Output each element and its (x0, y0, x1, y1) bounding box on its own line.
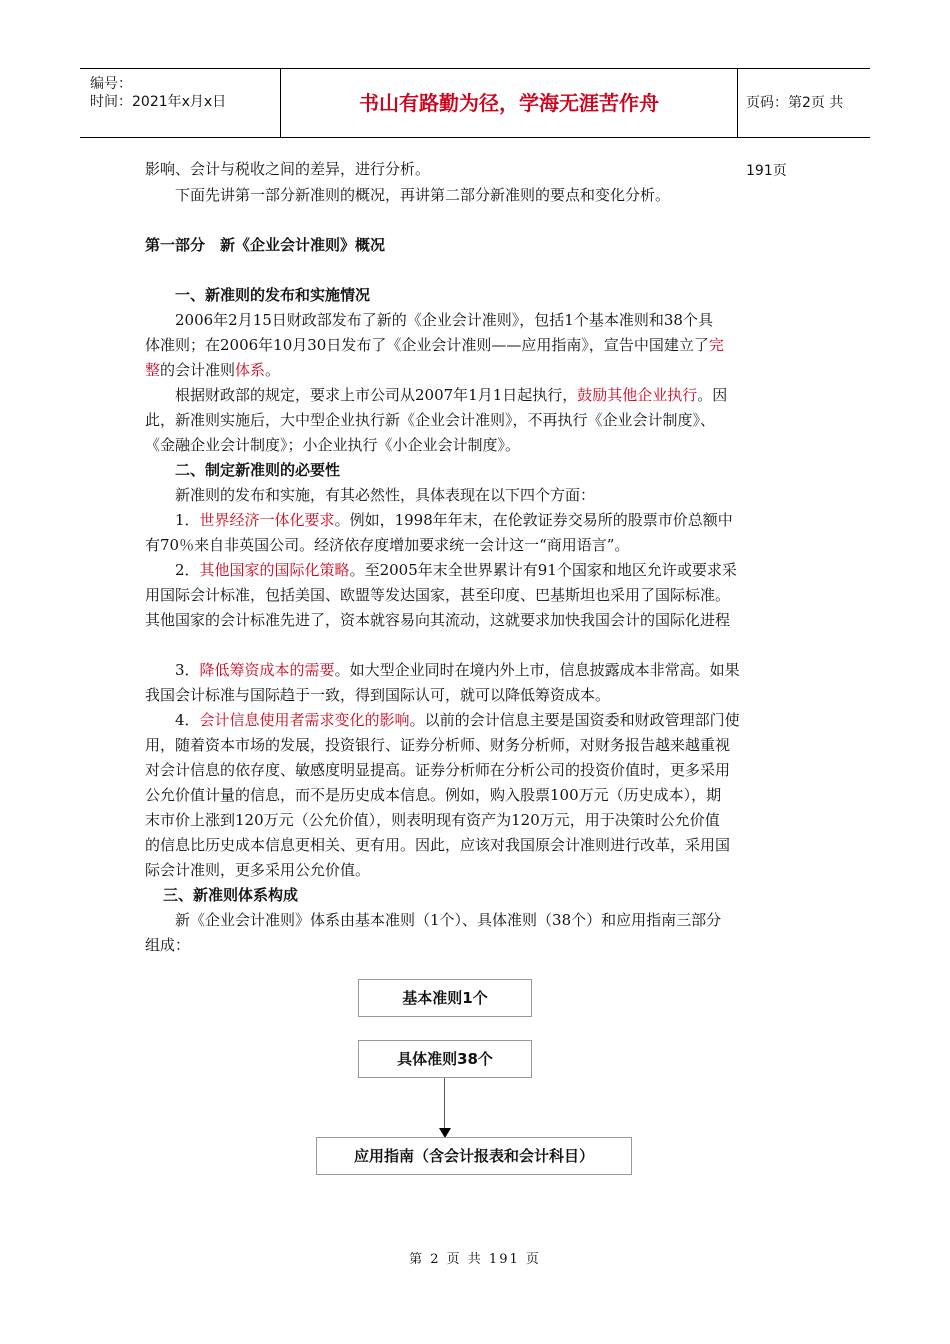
list-item: 3．降低筹资成本的需要。如大型企业同时在境内外上市，信息披露成本非常高。如果 (175, 661, 740, 679)
paragraph-line: 新准则的发布和实施，有其必然性，具体表现在以下四个方面： (175, 486, 596, 504)
highlight-text: 整 (145, 361, 161, 379)
paragraph-line: 对会计信息的依存度、敏感度明显提高。证券分析师在分析公司的投资价值时，更多采用 (145, 761, 731, 779)
section-heading-2: 二、制定新准则的必要性 (175, 461, 341, 479)
section-heading-1: 一、新准则的发布和实施情况 (175, 286, 371, 304)
paragraph-line: 有70％来自非英国公司。经济依存度增加要求统一会计这一“商用语言”。 (145, 536, 630, 554)
paragraph-line: 公允价值计量的信息，而不是历史成本信息。例如，购入股票100万元（历史成本），期 (145, 786, 722, 804)
header-number: 编号： (90, 76, 132, 92)
header-page-info: 页码：第2页 共191页 (746, 95, 844, 179)
highlight-text: 世界经济一体化要求 (199, 511, 335, 529)
paragraph-line: 用，随着资本市场的发展，投资银行、证券分析师、财务分析师，对财务报告越来越重视 (145, 736, 731, 754)
paragraph-line: 我国会计标准与国际趋于一致，得到国际认可，就可以降低筹资成本。 (145, 686, 611, 704)
paragraph-line: 根据财政部的规定，要求上市公司从2007年1月1日起执行，鼓励其他企业执行。因 (175, 386, 728, 404)
paragraph-line: 新《企业会计准则》体系由基本准则（1个）、具体准则（38个）和应用指南三部分 (175, 911, 722, 929)
diagram-box-specific-standards: 具体准则38个 (358, 1040, 532, 1078)
paragraph-line: 其他国家的会计标准先进了，资本就容易向其流动，这就要求加快我国会计的国际化进程 (145, 611, 731, 629)
diagram-box-application-guide: 应用指南（含会计报表和会计科目） (316, 1137, 632, 1175)
section-heading-3: 三、新准则体系构成 (163, 886, 299, 904)
list-item: 1．世界经济一体化要求。例如，1998年年末，在伦敦证券交易所的股票市价总额中 (175, 511, 733, 529)
header-meta (80, 69, 280, 137)
paragraph-line: 2006年2月15日财政部发布了新的《企业会计准则》，包括1个基本准则和38个具 (175, 311, 713, 329)
highlight-text: 降低筹资成本的需要 (199, 661, 335, 679)
highlight-text: 其他国家的国际化策略 (199, 561, 350, 579)
highlight-text: 体系 (235, 361, 266, 379)
paragraph-line: 下面先讲第一部分新准则的概况，再讲第二部分新准则的要点和变化分析。 (175, 186, 671, 204)
highlight-text: 会计信息使用者需求变化的影响 (199, 711, 410, 729)
paragraph-line: 整的会计准则体系。 (145, 361, 281, 379)
paragraph-line: 组成： (145, 936, 191, 954)
paragraph-line: 此，新准则实施后，大中型企业执行新《企业会计准则》，不再执行《企业会计制度》、 (145, 411, 716, 429)
highlight-text: 鼓励其他企业执行 (577, 386, 698, 404)
paragraph-line: 末市价上涨到120万元（公允价值），则表明现有资产为120万元，用于决策时公允价值 (145, 811, 720, 829)
diagram-box-basic-standard: 基本准则1个 (358, 979, 532, 1017)
highlight-text: 完 (708, 336, 724, 354)
part-heading: 第一部分 新《企业会计准则》概况 (145, 236, 386, 254)
paragraph-line: 用国际会计标准，包括美国、欧盟等发达国家，甚至印度、巴基斯坦也采用了国际标准。 (145, 586, 731, 604)
paragraph-line: 《金融企业会计制度》；小企业执行《小企业会计制度》。 (145, 436, 521, 454)
paragraph-line: 的信息比历史成本信息更相关、更有用。因此，应该对我国原会计准则进行改革，采用国 (145, 836, 731, 854)
header-motto: 书山有路勤为径，学海无涯苦作舟 (280, 69, 738, 137)
list-item: 4．会计信息使用者需求变化的影响。以前的会计信息主要是国资委和财政管理部门使 (175, 711, 740, 729)
list-item: 2．其他国家的国际化策略。至2005年末全世界累计有91个国家和地区允许或要求采 (175, 561, 737, 579)
header-date: 时间：2021年x月x日 (90, 94, 227, 110)
paragraph-line: 际会计准则，更多采用公允价值。 (145, 861, 371, 879)
paragraph-line: 体准则；在2006年10月30日发布了《企业会计准则——应用指南》，宣告中国建立了完 (145, 336, 724, 354)
paragraph-line: 影响、会计与税收之间的差异，进行分析。 (145, 160, 431, 178)
page-footer: 第 2 页 共 191 页 (409, 1252, 541, 1267)
